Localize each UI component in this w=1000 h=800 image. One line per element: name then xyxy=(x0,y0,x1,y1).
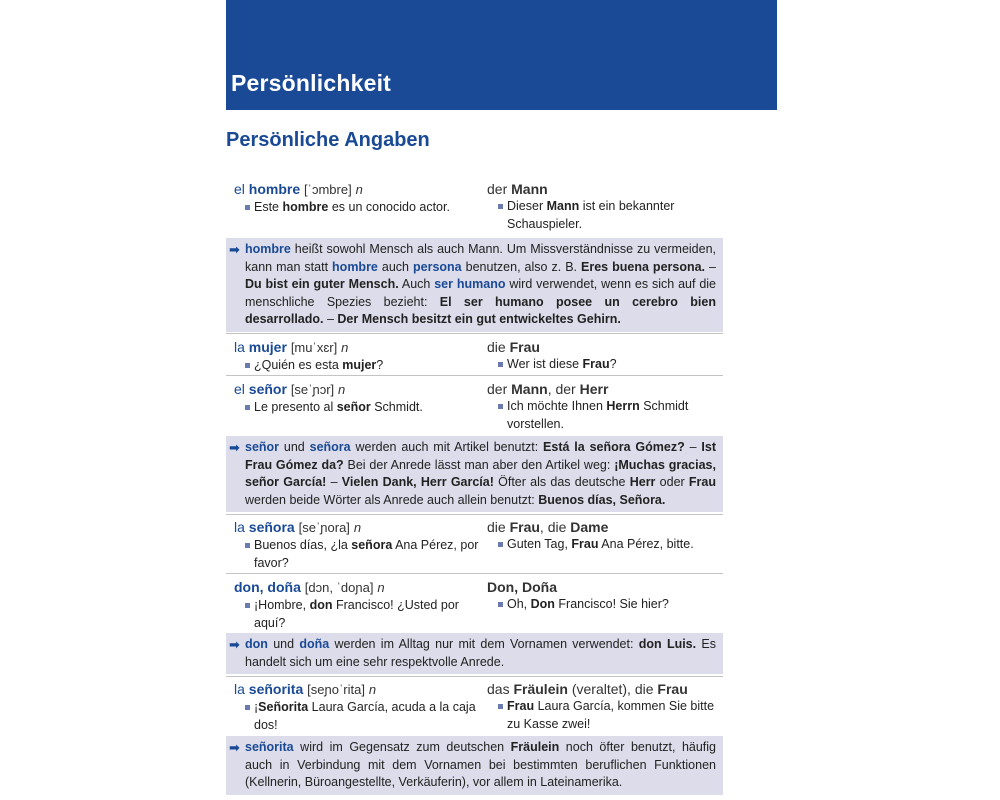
note-text-segment: Öfter als das deutsche xyxy=(493,475,630,490)
part-of-speech: n xyxy=(368,682,377,697)
spanish-column xyxy=(234,680,479,734)
note-keyword: señora xyxy=(309,440,351,454)
note-bold-text: Eres buena persona. xyxy=(581,259,706,274)
spanish-headword-line xyxy=(234,338,479,357)
german-headword-line: der Mann xyxy=(487,181,548,197)
german-headword-line: der Mann, der Herr xyxy=(487,381,609,397)
german-headword: Frau xyxy=(509,519,540,535)
german-example: Oh, Don Francisco! Sie hier? xyxy=(487,596,723,614)
note-keyword: don xyxy=(245,637,268,651)
german-column xyxy=(487,680,723,733)
article: la xyxy=(234,339,245,355)
spanish-example: Este hombre es un conocido actor. xyxy=(234,199,479,217)
german-headword-line xyxy=(487,578,723,596)
arrow-right-icon: ➡ xyxy=(229,740,240,755)
headword: señora xyxy=(248,519,295,535)
pronunciation: [muˈxɛr] xyxy=(290,340,338,355)
note-bold-text: Fräulein xyxy=(510,740,560,754)
entry-senor xyxy=(226,375,723,431)
spanish-example: ¡Señorita Laura García, acuda a la caja dos! xyxy=(234,699,479,734)
square-bullet-icon xyxy=(245,363,250,368)
note-bold-text: El ser humano posee un cerebro bien desarrollado. xyxy=(245,294,716,327)
square-bullet-icon xyxy=(498,204,503,209)
german-headword-line: die Frau, die Dame xyxy=(487,519,609,535)
note-bold-text: Buenos días, Señora. xyxy=(538,492,666,507)
square-bullet-icon xyxy=(498,602,503,607)
section-title: Persönliche Angaben xyxy=(226,129,430,151)
note-text xyxy=(245,637,716,669)
square-bullet-icon xyxy=(245,603,250,608)
spanish-headword-line xyxy=(234,680,479,699)
spanish-headword-line xyxy=(234,578,479,597)
german-headword-2: Herr xyxy=(579,381,609,397)
square-bullet-icon xyxy=(245,543,250,548)
entry-mujer xyxy=(226,333,723,372)
note-text-segment: Auch xyxy=(398,277,435,292)
spanish-column xyxy=(234,578,479,632)
note-text-segment: werden im Alltag nur mit dem Vornamen verwendet: xyxy=(329,637,639,651)
pronunciation: [dɔn, ˈdoɲa] xyxy=(304,580,374,595)
part-of-speech: n xyxy=(338,382,346,397)
note-bold-text: Está la señora Gómez? xyxy=(543,440,685,454)
entry-don-dona xyxy=(226,573,723,630)
spanish-headword-line xyxy=(234,518,479,537)
spanish-column xyxy=(234,180,479,217)
note-text xyxy=(245,440,716,507)
spanish-column xyxy=(234,380,479,417)
square-bullet-icon xyxy=(498,542,503,547)
note-bold-text: Ist Frau Gómez da? xyxy=(245,440,716,472)
note-bold-text: ¡Muchas gracias, señor García! xyxy=(245,457,716,490)
headword: hombre xyxy=(248,181,301,197)
usage-note xyxy=(226,238,723,332)
article: el xyxy=(234,381,245,397)
headword: mujer xyxy=(248,339,287,355)
part-of-speech: n xyxy=(377,580,385,595)
article: la xyxy=(234,519,245,535)
note-bold-text: Vielen Dank, Herr García! xyxy=(341,475,494,490)
entry-senorita xyxy=(226,676,723,732)
pronunciation: [seˈɲora] xyxy=(298,520,350,535)
german-headword: Mann xyxy=(511,381,548,397)
headword: señorita xyxy=(248,681,304,697)
part-of-speech: n xyxy=(353,520,362,535)
usage-note xyxy=(226,736,723,795)
usage-note xyxy=(226,633,723,674)
spanish-column xyxy=(234,338,479,375)
spanish-example: Buenos días, ¿la señora Ana Pérez, por favor? xyxy=(234,537,479,572)
german-headword: Don, Doña xyxy=(487,579,557,595)
german-column xyxy=(487,380,723,433)
note-keyword: ser humano xyxy=(434,277,506,292)
note-text-segment: benutzen, also z. B. xyxy=(461,259,582,274)
german-example: Ich möchte Ihnen Herrn Schmidt vorstellen. xyxy=(487,398,723,433)
german-example: Wer ist diese Frau? xyxy=(487,356,723,374)
note-text-segment: heißt sowohl Mensch als auch Mann. Um Missverständnisse zu vermeiden, kann man statt xyxy=(245,242,716,274)
note-bold-text: Der Mensch besitzt ein gut entwickeltes Gehirn. xyxy=(337,312,621,327)
headword: señor xyxy=(248,381,287,397)
arrow-right-icon: ➡ xyxy=(229,242,240,257)
note-text-segment: – xyxy=(705,259,716,274)
arrow-right-icon: ➡ xyxy=(229,637,240,652)
square-bullet-icon xyxy=(498,362,503,367)
german-headword-line: die Frau xyxy=(487,339,540,355)
spanish-example: ¡Hombre, don Francisco! ¿Usted por aquí? xyxy=(234,597,479,632)
article: la xyxy=(234,681,245,697)
german-column xyxy=(487,180,723,233)
note-bold-text: Herr xyxy=(629,475,656,490)
note-text-segment: und xyxy=(267,637,300,651)
german-column xyxy=(487,338,723,374)
pronunciation: [seɲoˈrita] xyxy=(307,682,365,697)
square-bullet-icon xyxy=(498,404,503,409)
spanish-headword-line xyxy=(234,180,479,199)
note-keyword: persona xyxy=(413,259,462,274)
note-keyword: doña xyxy=(299,637,330,651)
note-bold-text: Frau xyxy=(688,475,717,490)
note-text-segment: wird verwendet, wenn es sich auf die menschliche Spezies bezieht: xyxy=(245,277,716,309)
part-of-speech: n xyxy=(355,182,363,197)
page xyxy=(226,0,777,800)
arrow-right-icon: ➡ xyxy=(229,440,240,455)
usage-note xyxy=(226,436,723,512)
note-text-segment: oder xyxy=(655,475,689,490)
pronunciation: [ˈɔmbre] xyxy=(304,182,352,197)
spanish-example: Le presento al señor Schmidt. xyxy=(234,399,479,417)
headword: don, doña xyxy=(234,579,301,595)
german-headword-2: Dame xyxy=(570,519,609,535)
chapter-title: Persönlichkeit xyxy=(231,70,392,96)
entry-senora xyxy=(226,514,723,570)
square-bullet-icon xyxy=(245,205,250,210)
note-keyword: señor xyxy=(245,440,280,454)
german-example: Dieser Mann ist ein bekannter Schauspieler. xyxy=(487,198,723,233)
note-text-segment: werden auch mit Artikel benutzt: xyxy=(350,440,544,454)
square-bullet-icon xyxy=(245,405,250,410)
article: el xyxy=(234,181,245,197)
pronunciation: [seˈɲɔr] xyxy=(290,382,335,397)
note-text-segment: auch xyxy=(377,259,413,274)
note-text-segment: Es handelt sich um eine sehr respektvolle Anrede. xyxy=(245,637,716,669)
german-example: Guten Tag, Frau Ana Pérez, bitte. xyxy=(487,536,723,554)
note-bold-text: don Luis. xyxy=(638,637,697,651)
note-text xyxy=(245,740,716,789)
part-of-speech: n xyxy=(341,340,349,355)
note-text-segment: – xyxy=(323,312,338,327)
note-bold-text: Du bist ein guter Mensch. xyxy=(245,277,399,292)
note-text-segment: Bei der Anrede lässt man aber den Artikel weg: xyxy=(343,457,615,472)
german-headword: Mann xyxy=(511,181,548,197)
note-text-segment: wird im Gegensatz zum deutschen xyxy=(293,740,511,754)
german-column xyxy=(487,578,723,614)
note-text xyxy=(245,242,716,326)
note-keyword: hombre xyxy=(245,242,291,256)
note-text-segment: werden beide Wörter als Anrede auch allein benutzt: xyxy=(245,492,539,507)
spanish-headword-line xyxy=(234,380,479,399)
note-text-segment: – xyxy=(684,440,702,454)
note-text-segment: und xyxy=(279,440,310,454)
spanish-example: ¿Quién es esta mujer? xyxy=(234,357,479,375)
square-bullet-icon xyxy=(498,704,503,709)
german-column xyxy=(487,518,723,554)
german-headword-line: das Fräulein (veraltet), die Frau xyxy=(487,681,688,697)
note-text-segment: – xyxy=(326,475,342,490)
german-headword: Fräulein xyxy=(513,681,568,697)
german-headword-2: Frau xyxy=(657,681,688,697)
note-keyword: hombre xyxy=(332,259,378,274)
chapter-banner xyxy=(226,0,777,110)
square-bullet-icon xyxy=(245,705,250,710)
spanish-column xyxy=(234,518,479,572)
note-text-segment: noch öfter benutzt, häufig auch in Verbindung mit dem Vornamen bei bestimmten beruflichen Funktionen (Kellnerin, Büroangestellte, Verkäuferin), vor allem in Lateinamerika. xyxy=(245,740,717,790)
note-keyword: señorita xyxy=(245,740,294,754)
german-headword: Frau xyxy=(509,339,540,355)
german-example: Frau Laura García, kommen Sie bitte zu Kasse zwei! xyxy=(487,698,723,733)
